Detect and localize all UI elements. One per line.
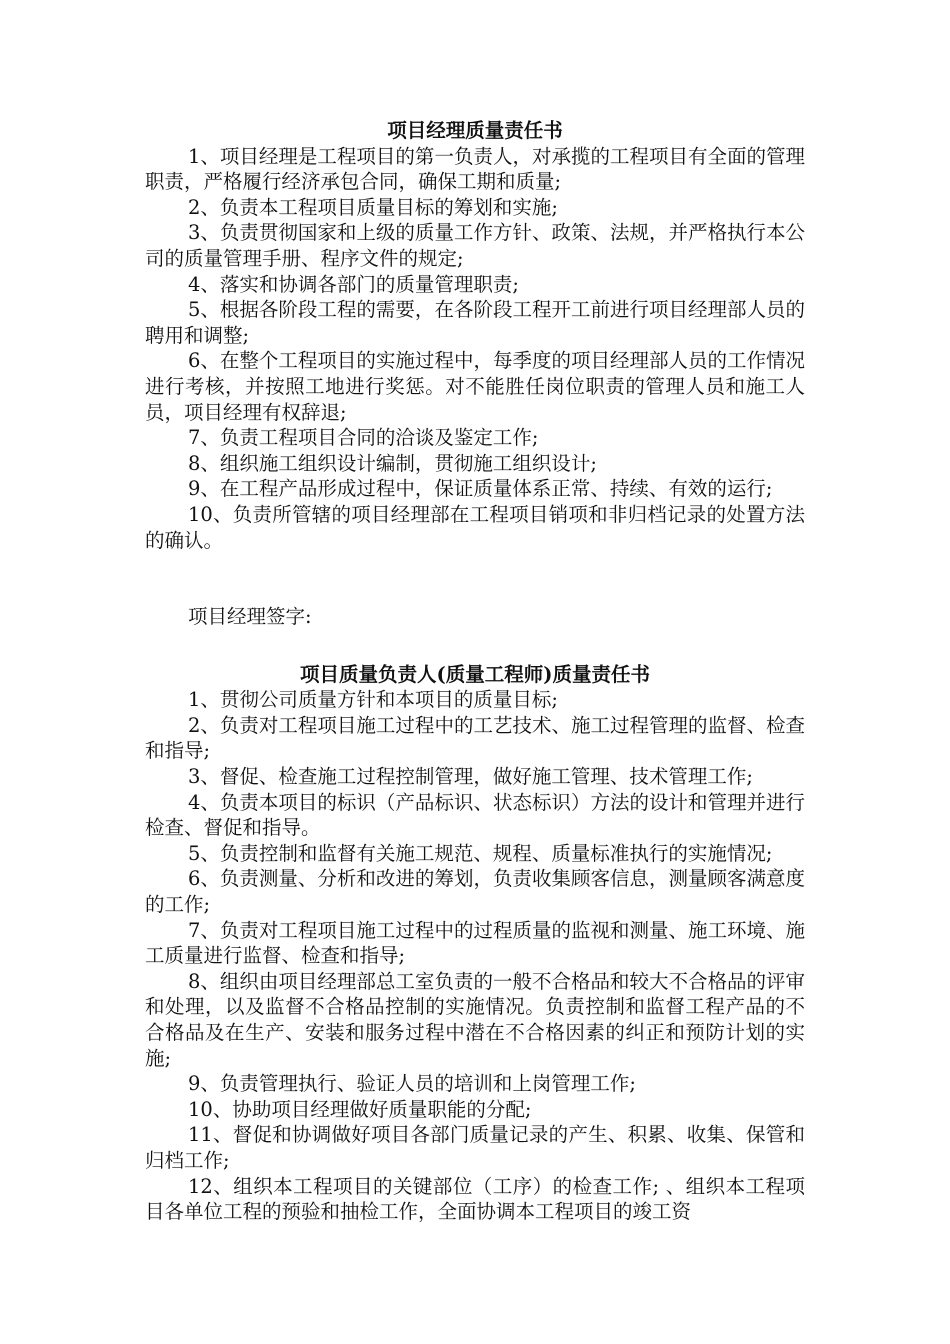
spacer (145, 630, 805, 662)
section2-item: 10、协助项目经理做好质量职能的分配; (188, 1097, 532, 1121)
section1-item: 3、负责贯彻国家和上级的质量工作方针、政策、法规，并严格执行本公司的质量管理手册、程序文件的规定; (145, 221, 805, 270)
section1-title: 项目经理质量责任书 (387, 119, 563, 142)
section1-item: 7、负责工程项目合同的洽谈及鉴定工作; (188, 426, 539, 450)
section2-item: 5、负责控制和监督有关施工规范、规程、质量标准执行的实施情况; (188, 841, 773, 865)
spacer (145, 553, 805, 604)
section2-item: 4、负责本项目的标识（产品标识、状态标识）方法的设计和管理并进行检查、督促和指导。 (145, 790, 805, 840)
document-page (145, 118, 805, 1225)
section1-item: 1、项目经理是工程项目的第一负责人，对承揽的工程项目有全面的管理职责，严格履行经济承包合同，确保工期和质量; (145, 144, 805, 194)
section2-item: 2、负责对工程项目施工过程中的工艺技术、施工过程管理的监督、检查和指导; (145, 713, 805, 763)
section2-item: 7、负责对工程项目施工过程中的过程质量的监视和测量、施工环境、施工质量进行监督、检查和指导; (145, 918, 805, 968)
section1-item: 10、负责所管辖的项目经理部在工程项目销项和非归档记录的处置方法的确认。 (145, 502, 805, 552)
section2-item: 3、督促、检查施工过程控制管理，做好施工管理、技术管理工作; (188, 765, 753, 789)
section1-item: 4、落实和协调各部门的质量管理职责; (188, 272, 519, 296)
section2-item: 9、负责管理执行、验证人员的培训和上岗管理工作; (188, 1072, 636, 1096)
section2-title: 项目质量负责人(质量工程师)质量责任书 (300, 662, 650, 686)
section2-item: 8、组织由项目经理部总工室负责的一般不合格品和较大不合格品的评审和处理，以及监督不合格品控制的实施情况。负责控制和监督工程产品的不合格品及在生产、安装和服务过程中潜在不合格因素的纠正和预防计划的实施; (145, 969, 805, 1070)
section2-item: 12、组织本工程项目的关键部位（工序）的检查工作; 、组织本工程项目各单位工程的预验和抽检工作，全面协调本工程项目的竣工资 (145, 1174, 805, 1224)
section1-item: 9、在工程产品形成过程中，保证质量体系正常、持续、有效的运行; (188, 477, 773, 501)
section2-item: 11、督促和协调做好项目各部门质量记录的产生、积累、收集、保管和归档工作; (145, 1123, 805, 1172)
signature-line: 项目经理签字: (188, 605, 312, 629)
section1-item: 8、组织施工组织设计编制，贯彻施工组织设计; (188, 451, 597, 475)
section2-item: 6、负责测量、分析和改进的筹划，负责收集顾客信息，测量顾客满意度的工作; (145, 867, 805, 917)
section1-item: 6、在整个工程项目的实施过程中，每季度的项目经理部人员的工作情况进行考核，并按照工地进行奖惩。对不能胜任岗位职责的管理人员和施工人员，项目经理有权辞退; (145, 349, 805, 424)
section2-item: 1、贯彻公司质量方针和本项目的质量目标; (188, 688, 558, 712)
section1-item: 2、负责本工程项目质量目标的筹划和实施; (188, 195, 558, 219)
section1-item: 5、根据各阶段工程的需要，在各阶段工程开工前进行项目经理部人员的聘用和调整; (145, 298, 805, 347)
